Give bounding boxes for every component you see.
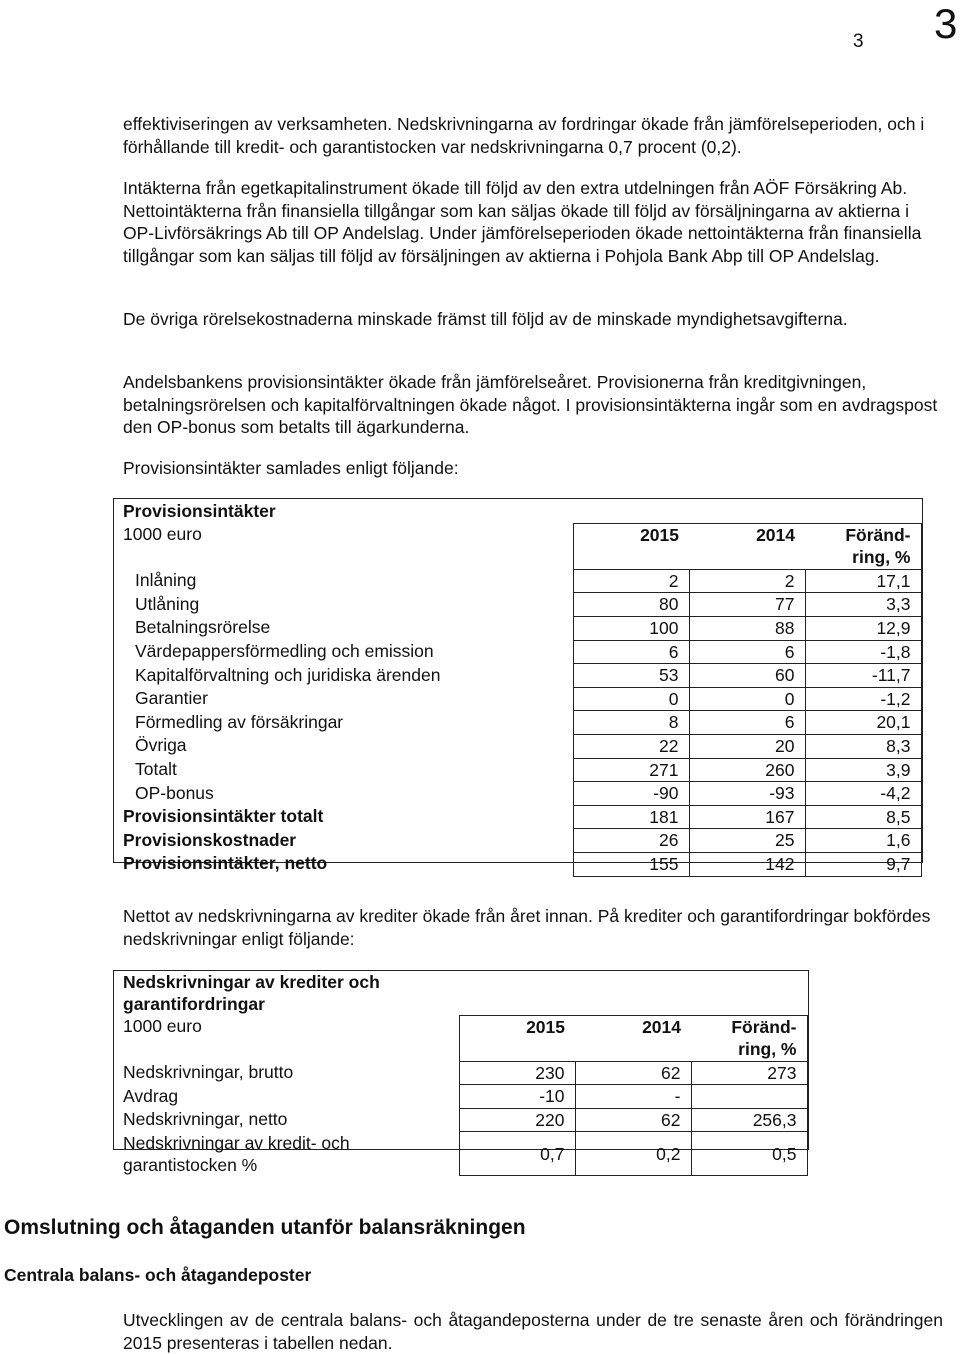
table1.rows-row-value: -1,2 [805,687,921,711]
table1.rows-row-value: -93 [689,782,805,806]
table1.rows-row-value: 53 [573,664,689,688]
table-row [123,1061,807,1085]
table1.rows-row-value: -1,8 [805,640,921,664]
paragraph-4: Andelsbankens provisionsintäkter ökade från jämförelseåret. Provisionerna från kreditgivningen, betalningsrörelsen och kapitalförvaltningen ökade något. I provisionsintäkterna ingår som en avdragspost den OP-bonus som betalts till ägarkunderna. [123,372,938,437]
table2-unit: 1000 euro [123,1016,202,1036]
table1.rows-row-label: Inlåning [135,570,197,591]
page-number-large: 3 [934,0,958,47]
table1.rows-row-value: 260 [689,758,805,782]
table1.rows-row-label: Betalningsrörelse [135,617,271,638]
table-row [123,616,921,640]
table-row [123,664,921,688]
table1.rows-row-value: 3,3 [805,593,921,617]
table1.rows-row-value: 2 [573,569,689,593]
table1.rows-row-value: 77 [689,593,805,617]
paragraph-7: Utvecklingen av de centrala balans- och åtagandeposterna under de tre senaste åren och förändringen 2015 presenteras i tabellen nedan. [123,1310,943,1353]
table1-title: Provisionsintäkter [123,501,276,521]
table1.rows-row-value: 17,1 [805,569,921,593]
table2-last-2015: 0,7 [459,1132,575,1176]
table1.rows-row-label: Värdepappersförmedling och emission [135,641,434,662]
table-row [123,829,921,853]
table-row [123,640,921,664]
table1.bold_rows-row-value: 167 [689,805,805,829]
table1.rows-row-label: Kapitalförvaltning och juridiska ärenden [135,664,441,685]
table1.rows-row-value: 6 [573,640,689,664]
table1.rows-row-value: -4,2 [805,782,921,806]
table1.rows-row-value: 6 [689,711,805,735]
table1.rows-row-value: 12,9 [805,616,921,640]
table1.bold_rows-row-value: 25 [689,829,805,853]
table1-header-2015: 2015 [573,523,689,546]
commission-income-table [123,500,922,877]
table2-title: Nedskrivningar av krediter och garantifordringar [123,972,380,1014]
subsection-heading: Centrala balans- och åtagandeposter [4,1265,312,1285]
table2-last-label-line2: garantistocken % [123,1154,258,1175]
table-row [123,1108,807,1132]
table2.rows-row-label: Nedskrivningar, netto [123,1109,288,1130]
paragraph-6: Nettot av nedskrivningarna av krediter ökade från året innan. På krediter och garantifordringar bokfördes nedskrivningar enligt följande: [123,906,931,949]
page-number-small: 3 [853,31,864,52]
table2.rows-row-value: 273 [691,1061,807,1085]
table1.rows-row-value: 80 [573,593,689,617]
table2-header-2015: 2015 [459,1015,575,1038]
table1.rows-row-value: 20 [689,734,805,758]
table-row [123,1085,807,1109]
table-row [123,687,921,711]
table1.rows-row-value: -90 [573,782,689,806]
table2.rows-row-value: - [575,1085,691,1109]
paragraph-1: effektiviseringen av verksamheten. Nedskrivningarna av fordringar ökade från jämförelseperioden, och i förhållande till kredit- och garantistocken var nedskrivningarna 0,7 procent (0,2). [123,114,925,157]
table1.rows-row-value: 60 [689,664,805,688]
table1.rows-row-value: 0 [573,687,689,711]
paragraph-3: De övriga rörelsekostnaderna minskade främst till följd av de minskade myndighetsavgifterna. [123,309,848,329]
impairment-table [123,971,808,1176]
table1.bold_rows-row-value: 9,7 [805,852,921,876]
table-row [123,782,921,806]
table1-unit: 1000 euro [123,524,202,545]
table1.rows-row-label: Totalt [135,759,177,780]
table-row [123,852,921,876]
table1.bold_rows-row-value: 181 [573,805,689,829]
table1.rows-row-value: 271 [573,758,689,782]
table1.rows-row-label: Övriga [135,735,187,756]
table1.rows-row-label: Garantier [135,688,208,709]
table2-last-change: 0,5 [691,1132,807,1176]
table1.bold_rows-row-value: 142 [689,852,805,876]
table1-header-change-1: Föränd- [805,523,921,546]
table-row [123,593,921,617]
table1.rows-row-value: 88 [689,616,805,640]
table2.rows-row-value: 220 [459,1108,575,1132]
table1.rows-row-label: Förmedling av försäkringar [135,711,344,732]
table2.rows-row-label: Avdrag [123,1085,179,1106]
table2.rows-row-value: 62 [575,1061,691,1085]
table1.bold_rows-row-value: 1,6 [805,829,921,853]
table1.rows-row-value: 8,3 [805,734,921,758]
table1.bold_rows-row-label: Provisionsintäkter totalt [123,806,324,827]
table1-header-2014: 2014 [689,523,805,546]
table2.rows-row-value: -10 [459,1085,575,1109]
table-row [123,569,921,593]
table2.rows-row-value: 62 [575,1108,691,1132]
table1.rows-row-value: 22 [573,734,689,758]
table2.rows-row-value [691,1085,807,1109]
table2-last-2014: 0,2 [575,1132,691,1176]
table1.rows-row-value: 6 [689,640,805,664]
table-row [123,734,921,758]
table2.rows-row-value: 256,3 [691,1108,807,1132]
paragraph-2: Intäkterna från egetkapitalinstrument ökade till följd av den extra utdelningen från AÖF Försäkring Ab. Nettointäkterna från finansiella tillgångar som kan säljas ökade till följd av försäljningarna av aktierna i OP-Livförsäkrings Ab till OP Andelslag. Under jämförelseperioden ökade nettointäkterna från finansiella tillgångar som kan säljas till följd av försäljningen av aktierna i Pohjola Bank Abp till OP Andelslag. [123,178,922,266]
table2-last-row-label [123,1132,459,1176]
table2.rows-row-label: Nedskrivningar, brutto [123,1062,294,1083]
table1.bold_rows-row-value: 8,5 [805,805,921,829]
table2-header-change-1: Föränd- [691,1015,807,1038]
table1.rows-row-label: OP-bonus [135,782,214,803]
table-row [123,711,921,735]
table-row [123,805,921,829]
table2-header-change-2: ring, % [691,1038,807,1061]
table1.rows-row-value: 3,9 [805,758,921,782]
table1.rows-row-value: 0 [689,687,805,711]
table2.rows-row-value: 230 [459,1061,575,1085]
table2-last-label-line1: Nedskrivningar av kredit- och [123,1132,350,1153]
table1.bold_rows-row-value: 26 [573,829,689,853]
table2-header-2014: 2014 [575,1015,691,1038]
paragraph-5: Provisionsintäkter samlades enligt följande: [123,458,459,478]
table1.bold_rows-row-value: 155 [573,852,689,876]
table-row [123,758,921,782]
table1-header-change-2: ring, % [805,546,921,569]
table1.rows-row-value: 8 [573,711,689,735]
table1.bold_rows-row-label: Provisionsintäkter, netto [123,853,328,874]
section-heading: Omslutning och åtaganden utanför balansräkningen [4,1216,526,1239]
table1.bold_rows-row-label: Provisionskostnader [123,829,297,850]
table1.rows-row-value: 100 [573,616,689,640]
table1.rows-row-value: 20,1 [805,711,921,735]
table1.rows-row-value: -11,7 [805,664,921,688]
table1.rows-row-label: Utlåning [135,593,200,614]
table1.rows-row-value: 2 [689,569,805,593]
